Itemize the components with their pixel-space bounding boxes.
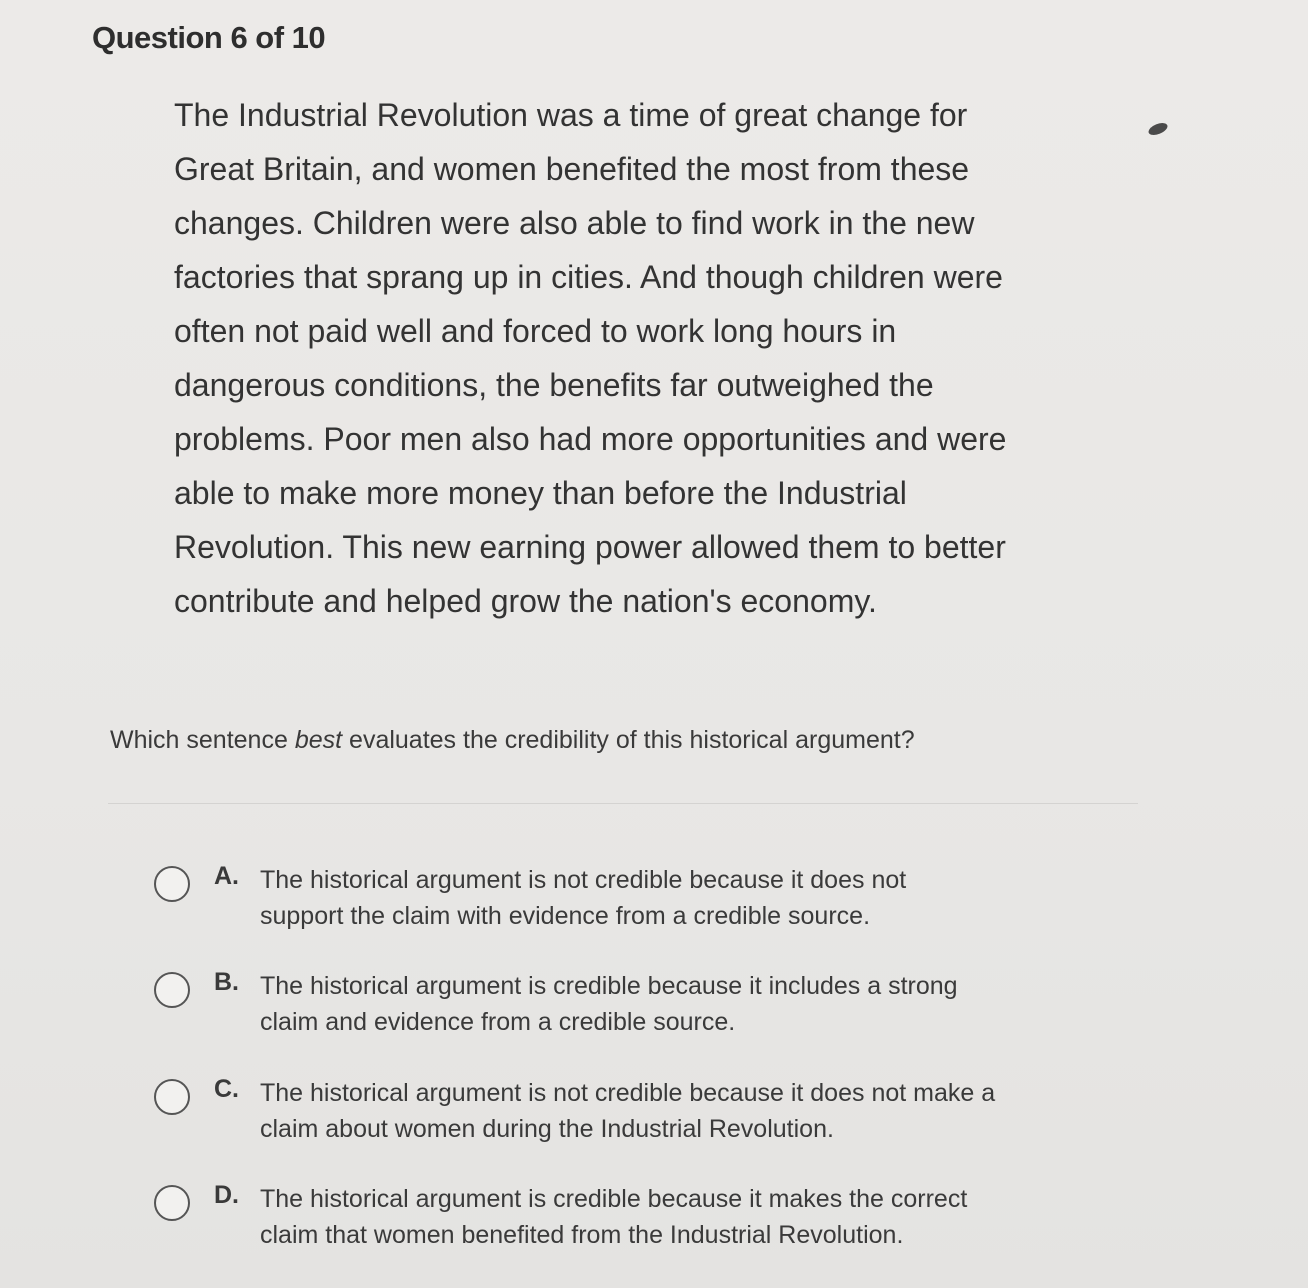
- option-text: [260, 1075, 1140, 1147]
- option-letter: D.: [214, 1181, 239, 1209]
- passage-line: dangerous conditions, the benefits far outweighed the: [174, 367, 934, 403]
- option-letter: A.: [214, 862, 239, 890]
- divider: [108, 803, 1138, 804]
- passage-text: [174, 88, 1094, 628]
- radio-button-a[interactable]: [154, 866, 190, 902]
- screen-speck: [1147, 121, 1169, 138]
- answer-option-c[interactable]: [154, 1071, 1154, 1151]
- option-letter: B.: [214, 968, 239, 996]
- answer-option-d[interactable]: [154, 1177, 1154, 1257]
- question-counter: Question 6 of 10: [92, 20, 326, 55]
- prompt-emphasis: best: [294, 726, 343, 754]
- option-line: claim and evidence from a credible source.: [260, 1008, 736, 1036]
- option-line: claim that women benefited from the Industrial Revolution.: [260, 1221, 904, 1249]
- option-line: The historical argument is credible because it includes a strong: [260, 972, 958, 1000]
- option-line: The historical argument is not credible because it does not: [260, 866, 907, 894]
- option-line: The historical argument is credible because it makes the correct: [260, 1185, 968, 1213]
- passage-line: often not paid well and forced to work long hours in: [174, 313, 897, 349]
- option-line: support the claim with evidence from a credible source.: [260, 902, 871, 930]
- passage-line: problems. Poor men also had more opportunities and were: [174, 421, 1007, 457]
- passage-line: factories that sprang up in cities. And though children were: [174, 259, 1003, 295]
- option-text: [260, 968, 1140, 1040]
- passage-line: contribute and helped grow the nation's economy.: [174, 583, 877, 619]
- option-letter: C.: [214, 1075, 239, 1103]
- passage-line: Great Britain, and women benefited the most from these: [174, 151, 970, 187]
- option-text: [260, 1181, 1140, 1253]
- prompt-text-after: evaluates the credibility of this historical argument?: [342, 726, 915, 754]
- option-line: The historical argument is not credible because it does not make a: [260, 1079, 996, 1107]
- option-line: claim about women during the Industrial Revolution.: [260, 1115, 834, 1143]
- radio-button-b[interactable]: [154, 972, 190, 1008]
- radio-button-d[interactable]: [154, 1185, 190, 1221]
- passage-line: changes. Children were also able to find work in the new: [174, 205, 975, 241]
- radio-button-c[interactable]: [154, 1079, 190, 1115]
- answer-option-a[interactable]: [154, 858, 1154, 938]
- passage-line: able to make more money than before the Industrial: [174, 475, 907, 511]
- option-text: [260, 862, 1140, 934]
- passage-line: The Industrial Revolution was a time of great change for: [174, 97, 968, 133]
- answer-option-b[interactable]: [154, 964, 1154, 1044]
- question-prompt: [110, 726, 915, 755]
- passage-line: Revolution. This new earning power allowed them to better: [174, 529, 1006, 565]
- prompt-text-before: Which sentence: [110, 726, 295, 754]
